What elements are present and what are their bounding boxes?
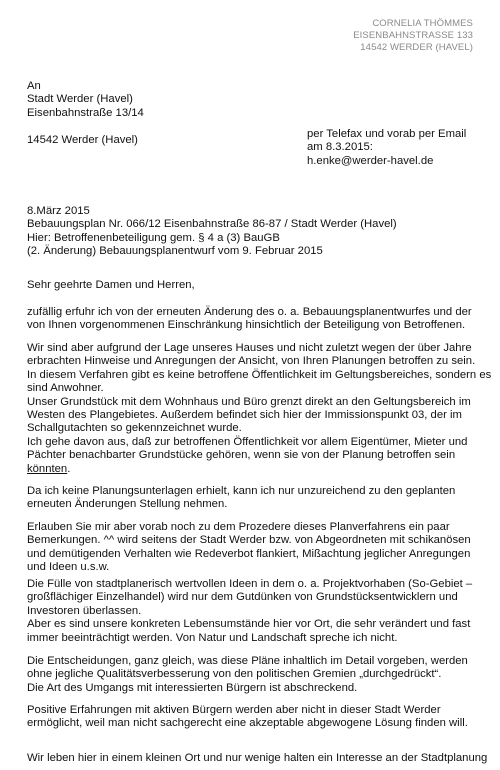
paragraph-8 xyxy=(27,752,488,765)
fax-note-email: h.enke@werder-havel.de xyxy=(307,154,434,167)
paragraph-2 xyxy=(27,342,492,476)
underlined-word: könnten xyxy=(27,462,68,475)
paragraph-line: erneuten Änderungen Stellung nehmen. xyxy=(27,498,228,511)
paragraph-line: Die Art des Umgangs mit interessierten Bürgern ist abschreckend. xyxy=(27,681,358,694)
paragraph-line: Schallgutachten so gekennzeichnet wurde. xyxy=(27,422,242,435)
paragraph-line xyxy=(27,463,477,476)
fax-note xyxy=(307,128,466,168)
paragraph-3 xyxy=(27,485,477,512)
paragraph-line: Aber es sind unsere konkreten Lebensumstände hier vor Ort, die sehr verändert und fast xyxy=(27,618,471,631)
recipient-line: 14542 Werder (Havel) xyxy=(27,133,138,146)
paragraph-line: großflächiger Einzelhandel) wird nur dem Gutdünken von Grundstücksentwicklern und xyxy=(27,591,458,604)
sender-address xyxy=(353,18,473,54)
letter-date: 8.März 2015 xyxy=(27,205,90,217)
recipient-line: Stadt Werder (Havel) xyxy=(27,93,133,106)
paragraph-line: von Ihnen vorgenommenen Einschränkung hinsichtlich der Beteiligung von Betroffenen. xyxy=(27,319,466,332)
paragraph-7 xyxy=(27,704,477,731)
paragraph-line: Da ich keine Planungsunterlagen erhielt, kann ich nur unzureichend zu den geplanten xyxy=(27,485,456,497)
paragraph-line: Investoren überlassen. xyxy=(27,604,142,617)
subject-line: (2. Änderung) Bebauungsplanentwurf vom 9. Februar 2015 xyxy=(27,245,323,258)
paragraph-line: Erlauben Sie mir aber vorab noch zu dem Prozedere dieses Planverfahrens ein paar xyxy=(27,521,450,533)
recipient-address xyxy=(27,80,144,147)
sender-name: CORNELIA THÖMMES xyxy=(372,18,473,29)
paragraph-line: Pächter benachbarter Grundstücke gehören, wenn sie von der Planung betroffen sein xyxy=(27,449,456,462)
recipient-line: Eisenbahnstraße 13/14 xyxy=(27,106,144,119)
sender-city: 14542 WERDER (HAVEL) xyxy=(360,42,473,53)
paragraph-line: Westen des Plangebietes. Außerdem befindet sich hier der Immissionspunkt 03, der im xyxy=(27,409,462,422)
paragraph-line: Wir sind aber aufgrund der Lage unseres Hauses und nicht zuletzt wegen der über Jahre xyxy=(27,342,472,354)
paragraph-line: Ich gehe davon aus, daß zur betroffenen Öffentlichkeit vor allem Eigentümer, Mieter und xyxy=(27,435,468,448)
paragraph-line: Die Fülle von stadtplanerisch wertvollen Ideen in dem o. a. Projektvorhaben (So-Gebiet – xyxy=(27,578,473,590)
sender-street: EISENBAHNSTRASSE 133 xyxy=(353,30,473,41)
paragraph-5 xyxy=(27,578,477,645)
paragraph-line: Die Entscheidungen, ganz gleich, was diese Pläne inhaltlich im Detail vorgeben, werden xyxy=(27,655,468,667)
paragraph-1 xyxy=(27,306,477,333)
paragraph-line: Wir leben hier in einem kleinen Ort und nur wenige halten ein Interesse an der Stadtplanung xyxy=(27,752,488,764)
paragraph-line: sind Anwohner. xyxy=(27,382,104,395)
sentence-end: . xyxy=(67,462,71,475)
paragraph-line: Bemerkungen. ^^ wird seitens der Stadt Werder bzw. von Abgeordneten mit schikanösen xyxy=(27,534,471,547)
recipient-line: An xyxy=(27,80,41,92)
paragraph-line: und demütigenden Verhalten wie Redeverbot flankiert, Mißachtung jeglicher Anregungen xyxy=(27,547,471,560)
paragraph-6 xyxy=(27,655,477,695)
paragraph-line: erbrachten Hinweise und Anregungen der Ansicht, von Ihren Planungen betroffen zu sein. xyxy=(27,355,476,368)
paragraph-line: Positive Erfahrungen mit aktiven Bürgern werden aber nicht in dieser Stadt Werder xyxy=(27,704,441,716)
subject-block xyxy=(27,205,397,259)
fax-note-line: per Telefax und vorab per Email xyxy=(307,128,467,140)
paragraph-line: ermöglicht, weil man nicht sachgerecht eine akzeptable abgewogene Lösung finden will. xyxy=(27,717,468,730)
fax-note-line: am 8.3.2015: xyxy=(307,141,373,154)
paragraph-line: Unser Grundstück mit dem Wohnhaus und Büro grenzt direkt an den Geltungsbereich im xyxy=(27,395,471,408)
paragraph-line: und Ideen u.s.w. xyxy=(27,561,110,574)
subject-line: Bebauungsplan Nr. 066/12 Eisenbahnstraße 86-87 / Stadt Werder (Havel) xyxy=(27,218,397,231)
paragraph-line: In diesem Verfahren gibt es keine betroffene Öffentlichkeit im Geltungsbereiches, sondern es xyxy=(27,368,492,381)
paragraph-line: immer beeinträchtigt werden. Von Natur und Landschaft spreche ich nicht. xyxy=(27,631,398,644)
paragraph-line: zufällig erfuhr ich von der erneuten Änderung des o. a. Bebauungsplanentwurfes und der xyxy=(27,306,472,318)
paragraph-line: ohne jegliche Qualitätsverbesserung von den politischen Gremien „durchgedrückt“. xyxy=(27,668,442,681)
paragraph-4 xyxy=(27,521,477,575)
salutation: Sehr geehrte Damen und Herren, xyxy=(27,279,195,291)
subject-line: Hier: Betroffenenbeteiligung gem. § 4 a (3) BauGB xyxy=(27,231,280,244)
